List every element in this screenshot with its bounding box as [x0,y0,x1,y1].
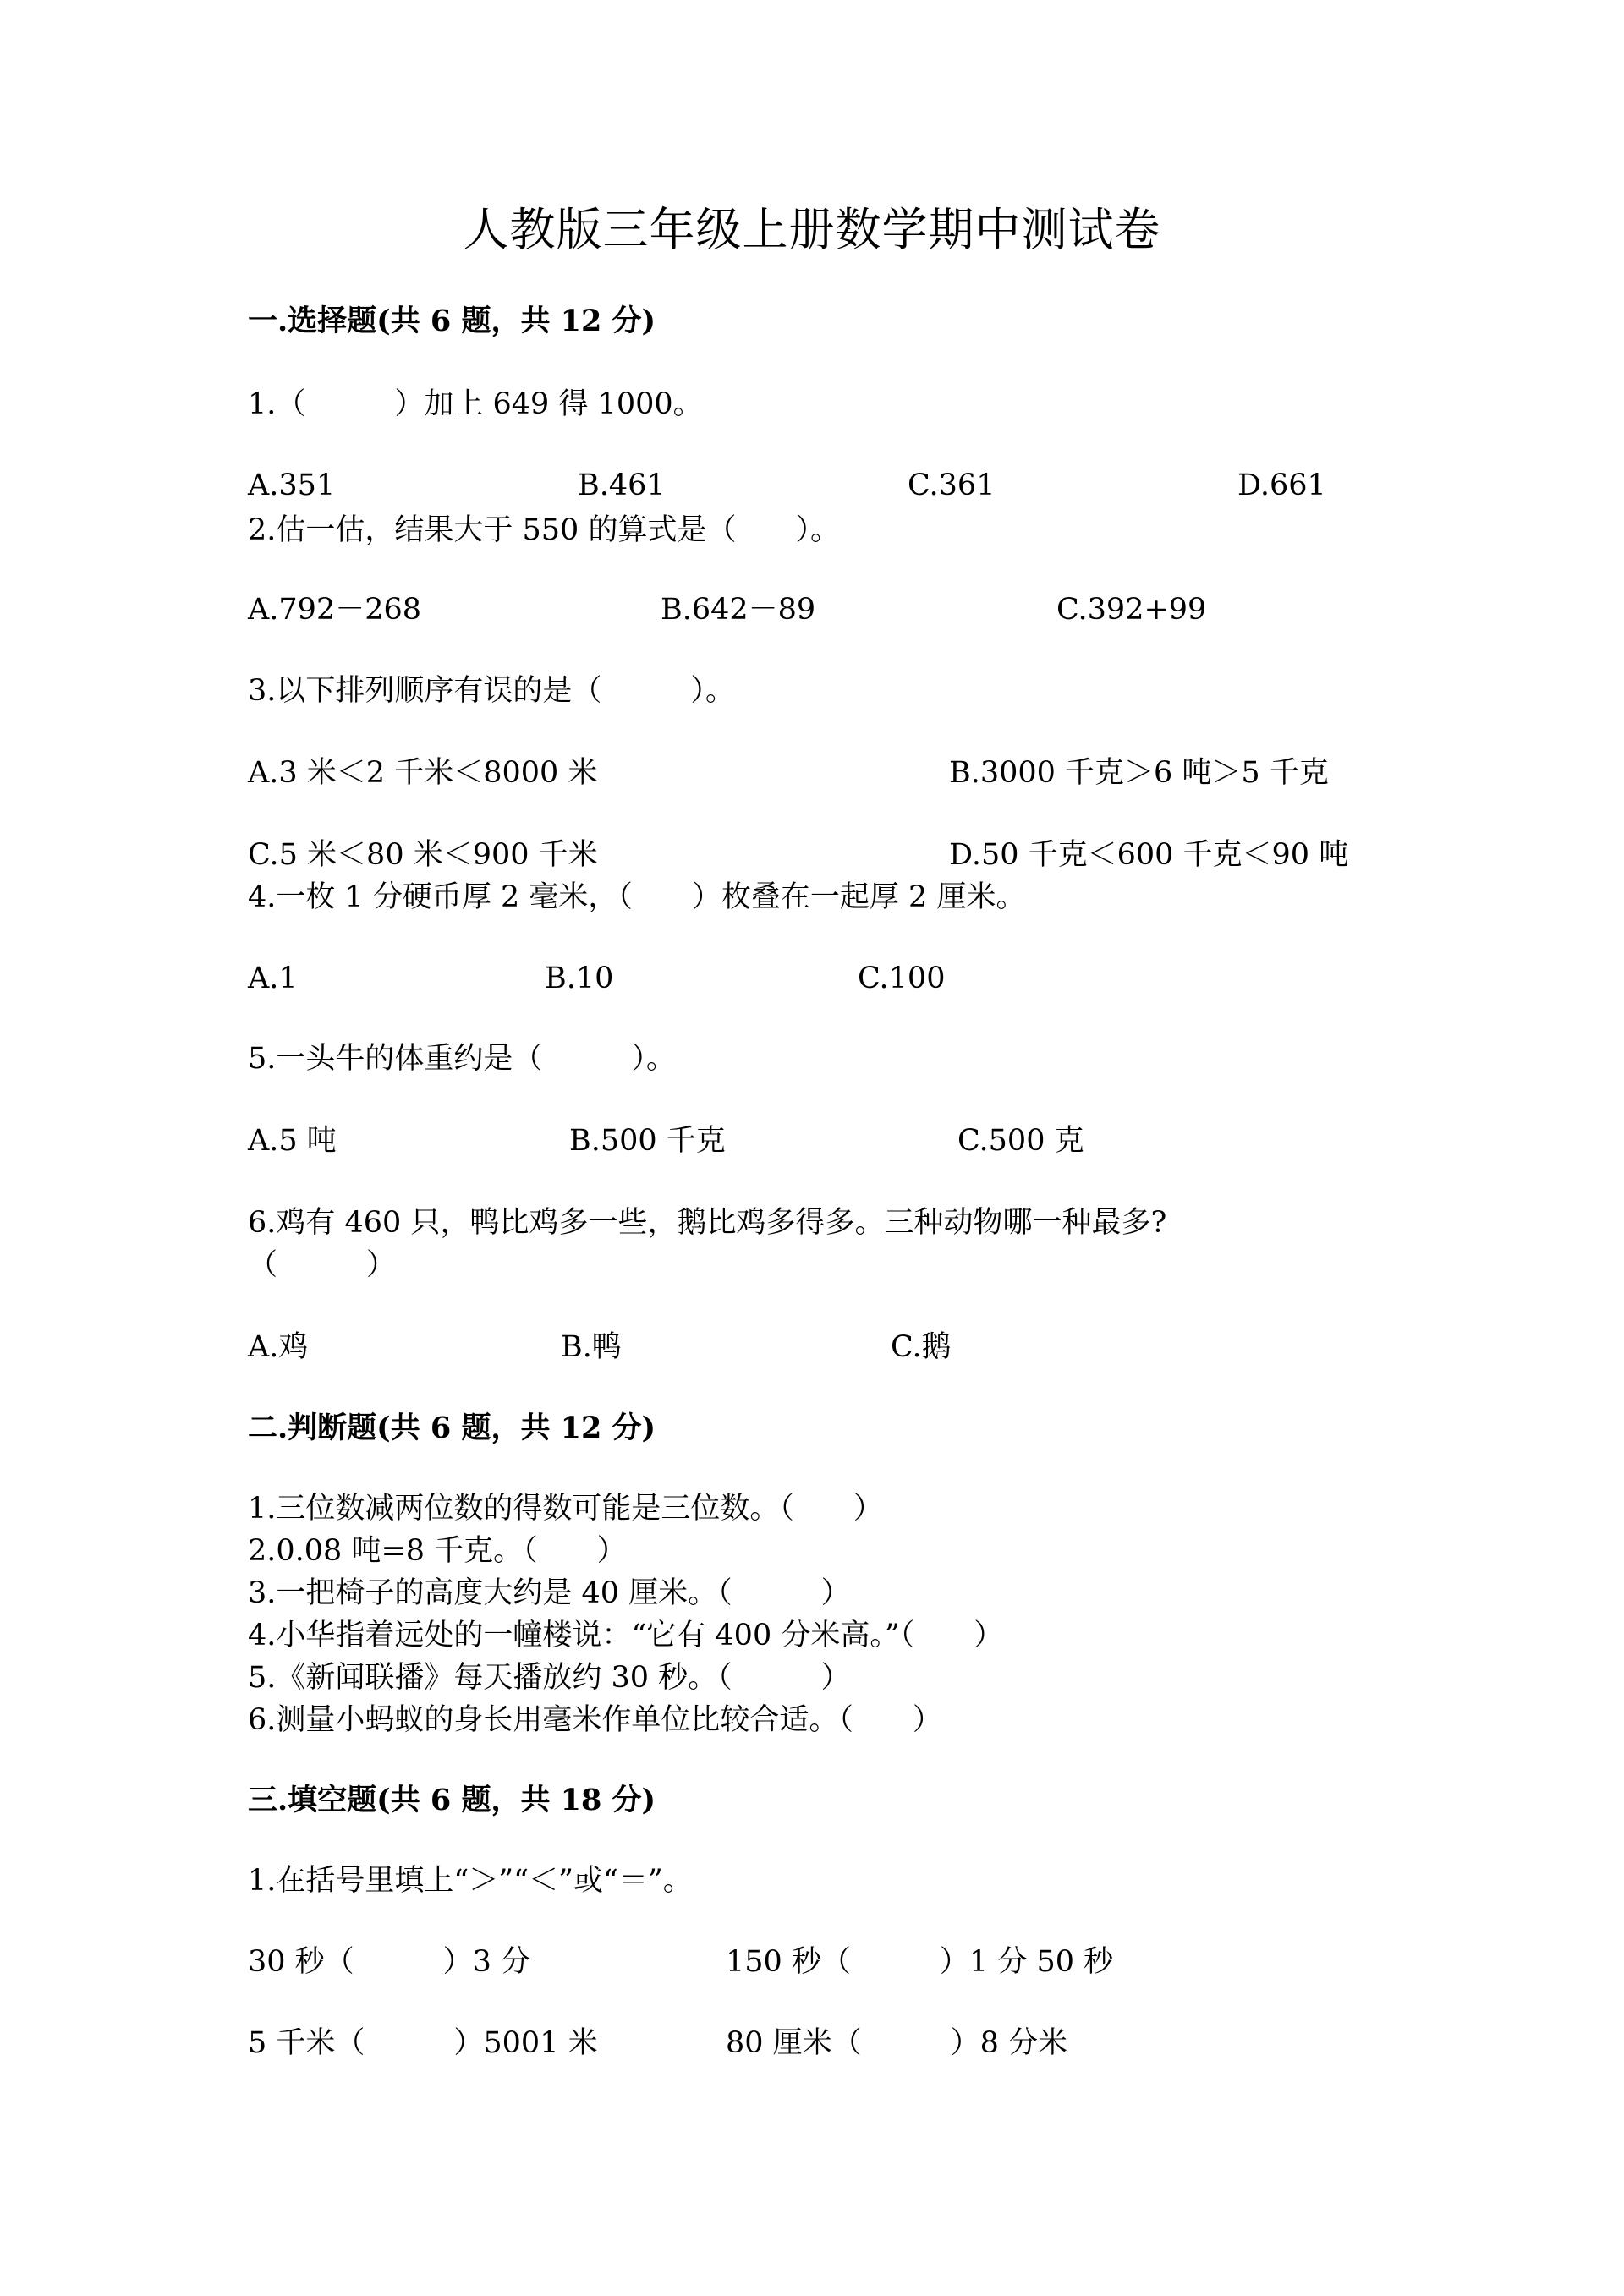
judgement-item: 1.三位数减两位数的得数可能是三位数。（ ） [248,1492,883,1526]
option-d: D.661 [1237,469,1326,502]
question-stem: 5.一头牛的体重约是（ ）。 [248,1042,676,1076]
fill-item: 80 厘米（ ）8 分米 [726,2026,1068,2060]
option-d: D.50 千克＜600 千克＜90 吨 [949,838,1349,872]
judgement-item: 2.0.08 吨=8 千克。（ ） [248,1534,627,1568]
judgement-item: 5.《新闻联播》每天播放约 30 秒。（ ） [248,1661,851,1695]
fill-item: 30 秒（ ）3 分 [248,1945,531,1979]
judgement-item: 3.一把椅子的高度大约是 40 厘米。（ ） [248,1576,851,1610]
option-a: A.1 [248,962,298,995]
option-a: A.5 吨 [248,1124,337,1158]
option-c: C.鹅 [891,1330,952,1364]
question-stem: 6.鸡有 460 只，鸭比鸡多一些，鹅比鸡多得多。三种动物哪一种最多? [248,1206,1167,1240]
option-c: C.5 米＜80 米＜900 千米 [248,838,598,872]
judgement-item: 6.测量小蚂蚁的身长用毫米作单位比较合适。（ ） [248,1703,942,1737]
fill-item: 150 秒（ ）1 分 50 秒 [726,1945,1114,1979]
question-stem: 4.一枚 1 分硬币厚 2 毫米，（ ）枚叠在一起厚 2 厘米。 [248,880,1026,914]
option-c: C.361 [908,469,996,502]
option-b: B.3000 千克＞6 吨＞5 千克 [949,756,1329,790]
option-c: C.500 克 [957,1124,1084,1158]
section-heading-choice: 一.选择题(共 6 题，共 12 分) [248,304,656,338]
option-b: B.642－89 [661,593,816,627]
page-title: 人教版三年级上册数学期中测试卷 [463,203,1161,256]
question-stem-continuation: （ ） [248,1248,397,1282]
option-b: B.10 [545,962,614,995]
question-stem: 1.在括号里填上“＞”“＜”或“＝”。 [248,1864,693,1898]
question-stem: 3.以下排列顺序有误的是（ ）。 [248,674,735,708]
option-b: B.鸭 [561,1330,622,1364]
option-c: C.392+99 [1056,593,1207,627]
option-a: A.351 [248,469,336,502]
section-heading-fill-in: 三.填空题(共 6 题，共 18 分) [248,1783,656,1817]
question-stem: 2.估一估，结果大于 550 的算式是（ ）。 [248,513,840,547]
option-b: B.461 [578,469,666,502]
judgement-item: 4.小华指着远处的一幢楼说：“它有 400 分米高。”（ ） [248,1619,1004,1652]
question-stem: 1.（ ）加上 649 得 1000。 [248,387,703,421]
option-c: C.100 [858,962,946,995]
option-a: A.3 米＜2 千米＜8000 米 [248,756,598,790]
option-b: B.500 千克 [569,1124,726,1158]
section-heading-judgement: 二.判断题(共 6 题，共 12 分) [248,1411,656,1445]
option-a: A.鸡 [248,1330,309,1364]
fill-item: 5 千米（ ）5001 米 [248,2026,598,2060]
option-a: A.792－268 [248,593,422,627]
